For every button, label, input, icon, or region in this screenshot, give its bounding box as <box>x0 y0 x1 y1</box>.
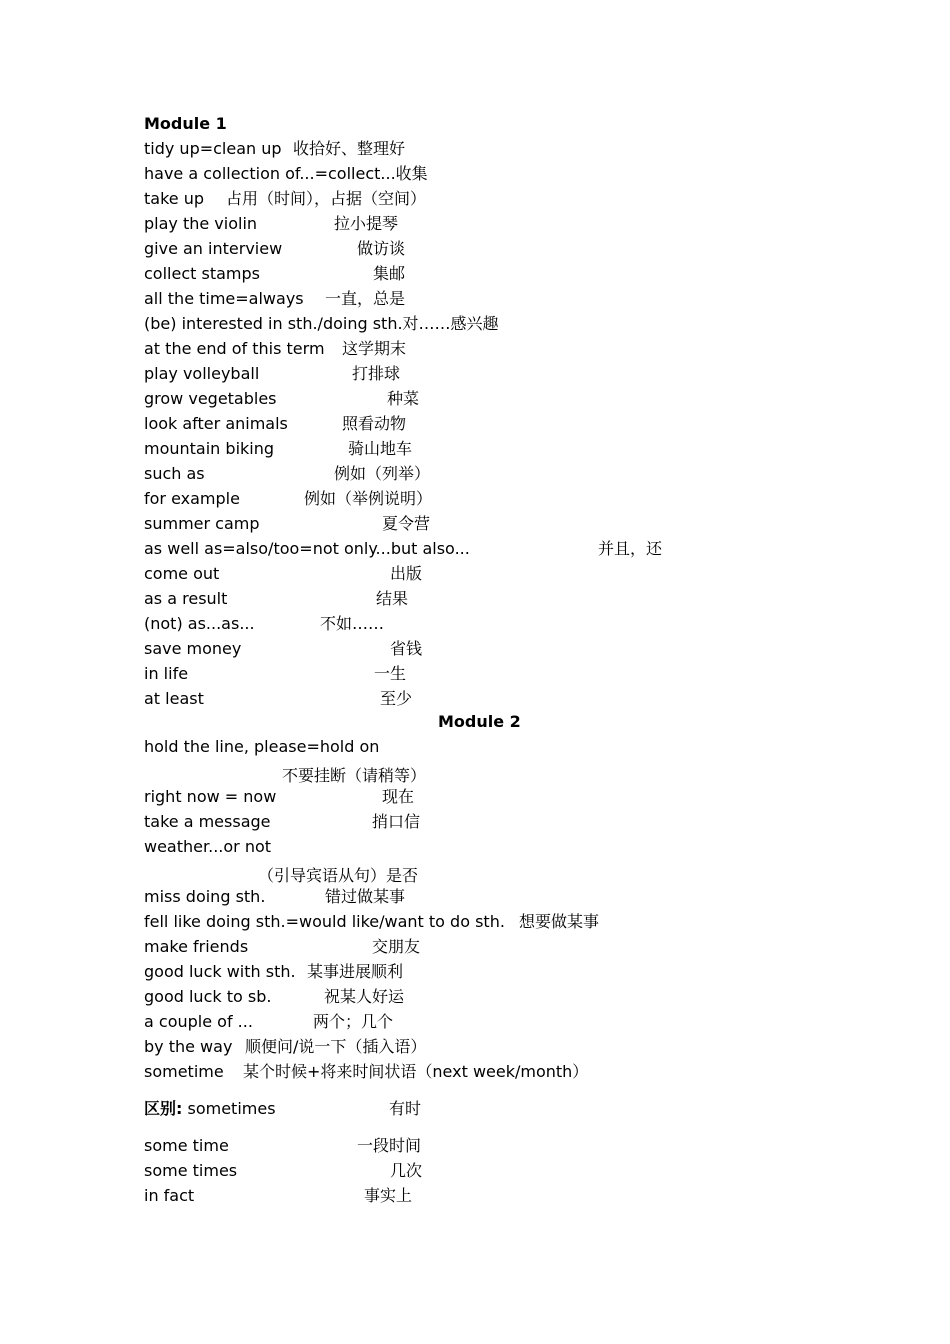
phrase-zh: 做访谈 <box>357 239 406 258</box>
phrase-zh: 顺便问/说一下（插入语） <box>245 1037 427 1056</box>
phrase-zh: 一直，总是 <box>325 289 406 308</box>
phrase-en: take up <box>144 189 204 208</box>
module2-title: Module 2 <box>438 712 521 731</box>
phrase-en: as a result <box>144 589 228 608</box>
phrase-en: make friends <box>144 937 249 956</box>
phrase-zh: 照看动物 <box>342 414 407 433</box>
phrase-en: fell like doing sth.=would like/want to do sth. <box>144 912 505 931</box>
phrase-zh: 这学期末 <box>342 339 407 358</box>
phrase-zh: 打排球 <box>352 364 401 383</box>
phrase-en: at least <box>144 689 204 708</box>
phrase-en: collect stamps <box>144 264 260 283</box>
phrase-zh: 并且，还 <box>598 539 663 558</box>
phrase-en: weather...or not <box>144 837 272 856</box>
phrase-zh: 有时 <box>389 1099 422 1118</box>
diff-item <box>144 1097 276 1121</box>
phrase-zh: 骑山地车 <box>348 439 413 458</box>
phrase-en: play the violin <box>144 214 258 233</box>
phrase-zh: 现在 <box>382 787 415 806</box>
phrase-zh: 祝某人好运 <box>324 987 405 1006</box>
phrase-en: (be) interested in sth./doing sth.对……感兴趣 <box>144 314 499 333</box>
phrase-en: in fact <box>144 1186 195 1205</box>
phrase-en: sometimes <box>187 1099 276 1118</box>
phrase-en: at the end of this term <box>144 339 325 358</box>
phrase-zh: 占用（时间），占据（空间） <box>226 189 427 208</box>
phrase-zh: 省钱 <box>390 639 423 658</box>
phrase-en: all the time=always <box>144 289 304 308</box>
phrase-en: come out <box>144 564 220 583</box>
phrase-en: mountain biking <box>144 439 275 458</box>
phrase-en: tidy up=clean up <box>144 139 282 158</box>
phrase-en: such as <box>144 464 205 483</box>
phrase-zh: 想要做某事 <box>519 912 600 931</box>
phrase-en: by the way <box>144 1037 233 1056</box>
phrase-zh: 出版 <box>390 564 423 583</box>
phrase-zh: 收拾好、整理好 <box>293 139 406 158</box>
phrase-en: some times <box>144 1161 238 1180</box>
phrase-en: hold the line, please=hold on <box>144 737 380 756</box>
diff-label: 区别: <box>144 1099 183 1118</box>
phrase-en: look after animals <box>144 414 288 433</box>
phrase-en: for example <box>144 489 240 508</box>
phrase-zh: （引导宾语从句）是否 <box>258 866 419 885</box>
phrase-zh: 种菜 <box>387 389 420 408</box>
phrase-zh: 交朋友 <box>372 937 421 956</box>
phrase-zh: 例如（列举） <box>334 464 431 483</box>
phrase-zh: 某事进展顺利 <box>307 962 404 981</box>
phrase-en: in life <box>144 664 189 683</box>
phrase-zh: 捎口信 <box>372 812 421 831</box>
phrase-zh: 几次 <box>390 1161 423 1180</box>
phrase-en: as well as=also/too=not only...but also... <box>144 539 470 558</box>
phrase-en: grow vegetables <box>144 389 277 408</box>
phrase-zh: 错过做某事 <box>325 887 406 906</box>
phrase-zh: 拉小提琴 <box>334 214 399 233</box>
phrase-en: save money <box>144 639 242 658</box>
phrase-zh: 一生 <box>374 664 407 683</box>
phrase-en: good luck with sth. <box>144 962 296 981</box>
phrase-zh: 不如…… <box>320 614 385 633</box>
phrase-en: (not) as...as... <box>144 614 255 633</box>
phrase-zh: 两个；几个 <box>313 1012 394 1031</box>
phrase-zh: 某个时候+将来时间状语（next week/month） <box>243 1062 589 1081</box>
phrase-en: give an interview <box>144 239 283 258</box>
phrase-zh: 一段时间 <box>357 1136 422 1155</box>
phrase-zh: 例如（举例说明） <box>304 489 433 508</box>
phrase-zh: 结果 <box>376 589 409 608</box>
phrase-en: some time <box>144 1136 229 1155</box>
phrase-en: miss doing sth. <box>144 887 266 906</box>
phrase-en: play volleyball <box>144 364 260 383</box>
phrase-zh: 夏令营 <box>382 514 431 533</box>
phrase-zh: 至少 <box>380 689 413 708</box>
phrase-zh: 集邮 <box>373 264 406 283</box>
phrase-en: take a message <box>144 812 271 831</box>
phrase-en: a couple of ... <box>144 1012 253 1031</box>
phrase-en: good luck to sb. <box>144 987 272 1006</box>
phrase-en: sometime <box>144 1062 224 1081</box>
phrase-en: summer camp <box>144 514 260 533</box>
phrase-zh: 事实上 <box>364 1186 413 1205</box>
module1-title: Module 1 <box>144 114 227 133</box>
phrase-zh: 不要挂断（请稍等） <box>282 766 427 785</box>
phrase-en: right now = now <box>144 787 277 806</box>
phrase-en: have a collection of...=collect...收集 <box>144 164 428 183</box>
